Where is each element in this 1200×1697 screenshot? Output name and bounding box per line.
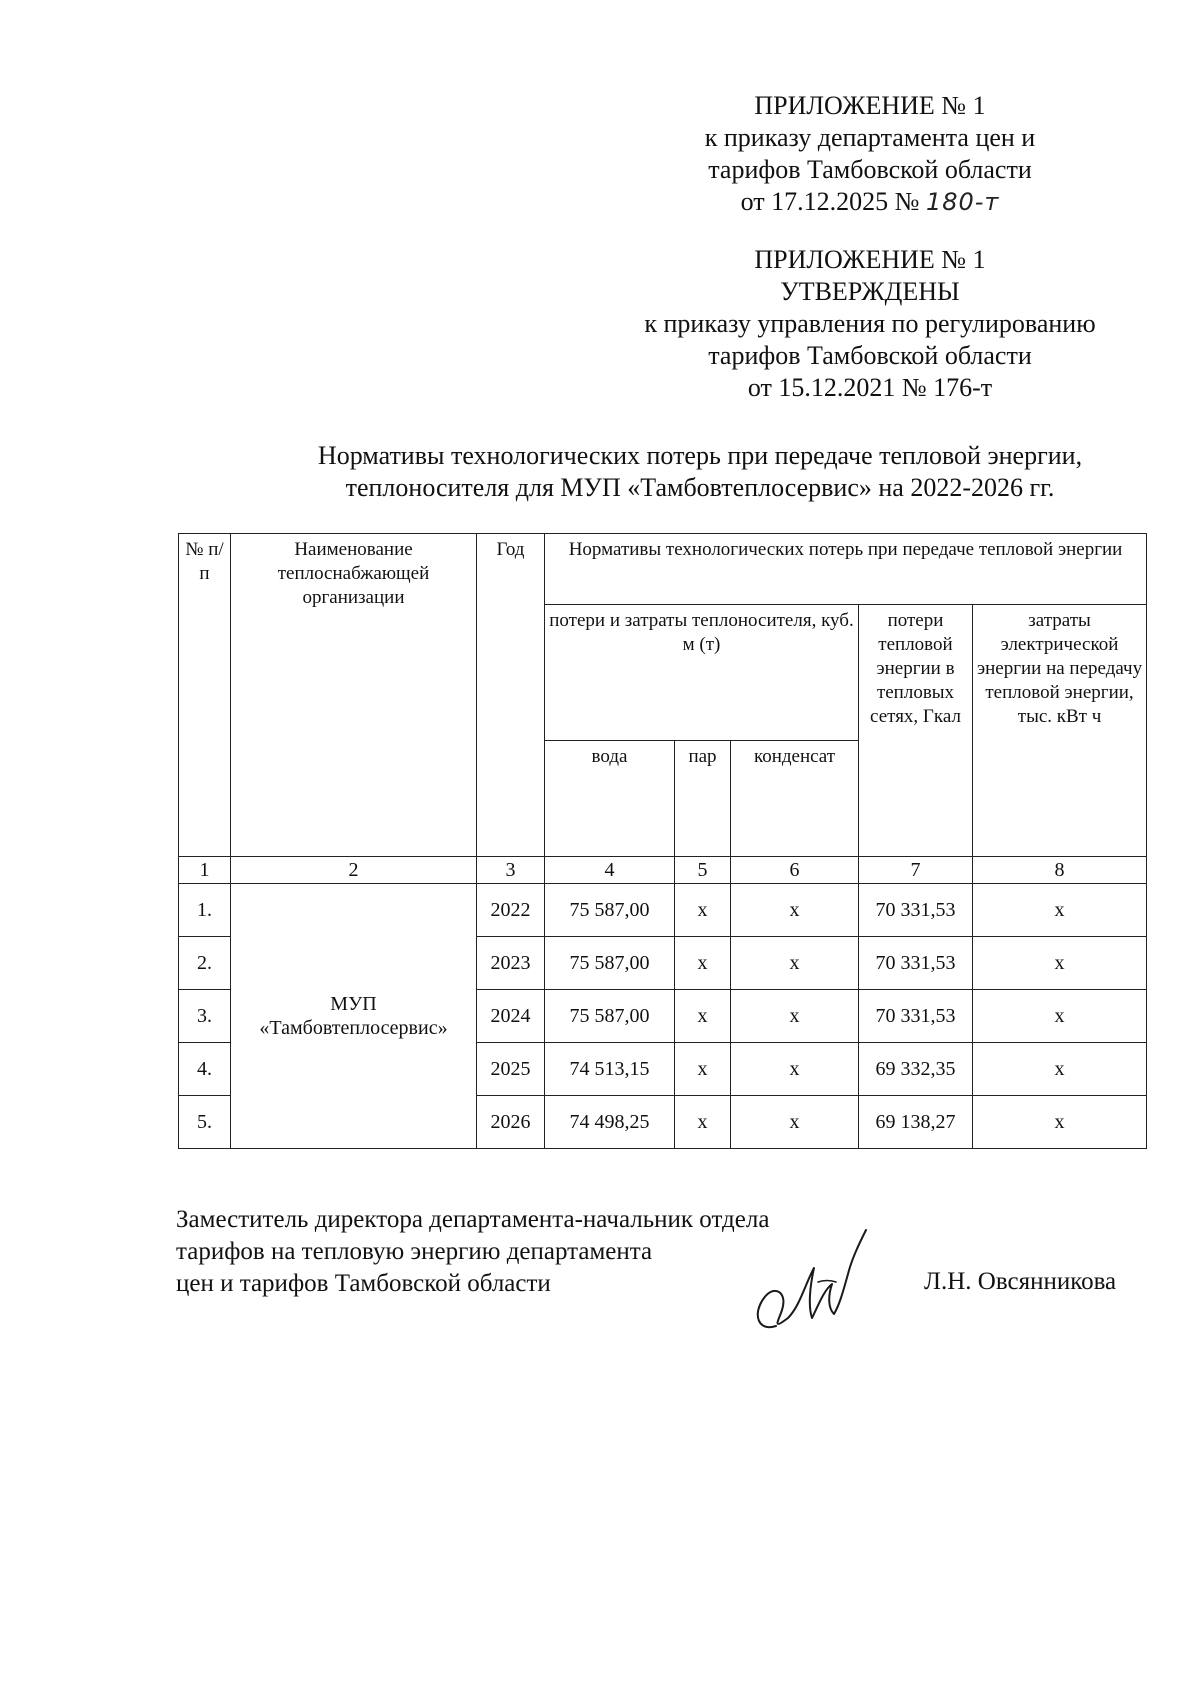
steam-cell: х: [675, 884, 731, 937]
year-cell: 2025: [477, 1043, 545, 1096]
year-cell: 2023: [477, 937, 545, 990]
electric-cell: х: [973, 937, 1147, 990]
column-index-row: [179, 857, 1147, 884]
appendix-date-line: [660, 186, 1080, 218]
row-number: 4.: [179, 1043, 231, 1096]
condensate-cell: х: [731, 1096, 859, 1149]
document-title-line-2: теплоносителя для МУП «Тамбовтеплосервис» на 2022-2026 гг.: [345, 473, 1055, 502]
condensate-cell: х: [731, 937, 859, 990]
signatory-position-line-1: Заместитель директора департамента-начальник отдела: [176, 1206, 770, 1233]
approved-label: УТВЕРЖДЕНЫ: [780, 277, 960, 306]
condensate-cell: х: [731, 990, 859, 1043]
handwritten-order-number: 180-т: [925, 188, 1000, 216]
signatory-name: Л.Н. Овсянникова: [924, 1268, 1117, 1295]
condensate-cell: х: [731, 884, 859, 937]
appendix-date: от 17.12.2025 №: [740, 187, 920, 216]
row-number: 5.: [179, 1096, 231, 1149]
signatory-position: [176, 1204, 769, 1300]
appendix-title: ПРИЛОЖЕНИЕ № 1: [754, 91, 986, 120]
header-electric-costs: затраты электрической энергии на передачу тепловой энергии, тыс. кВт ч: [973, 605, 1147, 857]
appendix-header-original: [600, 244, 1140, 404]
steam-cell: х: [675, 1043, 731, 1096]
appendix-original-title: ПРИЛОЖЕНИЕ № 1: [754, 245, 986, 274]
steam-cell: х: [675, 937, 731, 990]
column-index: 5: [675, 857, 731, 884]
header-steam: пар: [675, 741, 731, 857]
column-index: 2: [231, 857, 477, 884]
row-number: 3.: [179, 990, 231, 1043]
signatory-position-line-2: тарифов на тепловую энергию департамента: [176, 1238, 653, 1265]
year-cell: 2024: [477, 990, 545, 1043]
electric-cell: х: [973, 1096, 1147, 1149]
norms-table: [178, 533, 1147, 1149]
electric-cell: х: [973, 884, 1147, 937]
column-index: 3: [477, 857, 545, 884]
steam-cell: х: [675, 990, 731, 1043]
original-authority-line: тарифов Тамбовской области: [708, 341, 1032, 370]
header-organization: Наименование теплоснабжающей организации: [231, 534, 477, 857]
header-year: Год: [477, 534, 545, 857]
year-cell: 2026: [477, 1096, 545, 1149]
appendix-header-current: [660, 90, 1080, 218]
heat-losses-cell: 69 332,35: [859, 1043, 973, 1096]
column-index: 6: [731, 857, 859, 884]
condensate-cell: х: [731, 1043, 859, 1096]
water-cell: 74 498,25: [545, 1096, 675, 1149]
header-norms: Нормативы технологических потерь при передаче тепловой энергии: [545, 534, 1147, 605]
handwritten-signature: [748, 1222, 878, 1342]
document-title-line-1: Нормативы технологических потерь при передаче тепловой энергии,: [317, 441, 1083, 470]
column-index: 4: [545, 857, 675, 884]
table-row: [179, 884, 1147, 937]
water-cell: 74 513,15: [545, 1043, 675, 1096]
row-number: 1.: [179, 884, 231, 937]
row-number: 2.: [179, 937, 231, 990]
heat-losses-cell: 70 331,53: [859, 884, 973, 937]
steam-cell: х: [675, 1096, 731, 1149]
document-title: [250, 440, 1150, 504]
heat-losses-cell: 70 331,53: [859, 990, 973, 1043]
header-coolant-losses: потери и затраты теплоносителя, куб. м (т): [545, 605, 859, 741]
original-order-line: к приказу управления по регулированию: [644, 309, 1096, 338]
year-cell: 2022: [477, 884, 545, 937]
electric-cell: х: [973, 1043, 1147, 1096]
water-cell: 75 587,00: [545, 937, 675, 990]
column-index: 8: [973, 857, 1147, 884]
column-index: 1: [179, 857, 231, 884]
header-water: вода: [545, 741, 675, 857]
appendix-order-line: к приказу департамента цен и: [704, 123, 1036, 152]
signatory-position-line-3: цен и тарифов Тамбовской области: [176, 1270, 551, 1297]
electric-cell: х: [973, 990, 1147, 1043]
header-condensate: конденсат: [731, 741, 859, 857]
organization-name: МУП «Тамбовтеплосервис»: [231, 884, 477, 1149]
heat-losses-cell: 69 138,27: [859, 1096, 973, 1149]
original-date-line: от 15.12.2021 № 176-т: [747, 373, 993, 402]
heat-losses-cell: 70 331,53: [859, 937, 973, 990]
header-num: № п/п: [179, 534, 231, 857]
header-heat-losses: потери тепловой энергии в тепловых сетях, Гкал: [859, 605, 973, 857]
water-cell: 75 587,00: [545, 884, 675, 937]
appendix-authority-line: тарифов Тамбовской области: [708, 155, 1032, 184]
column-index: 7: [859, 857, 973, 884]
water-cell: 75 587,00: [545, 990, 675, 1043]
